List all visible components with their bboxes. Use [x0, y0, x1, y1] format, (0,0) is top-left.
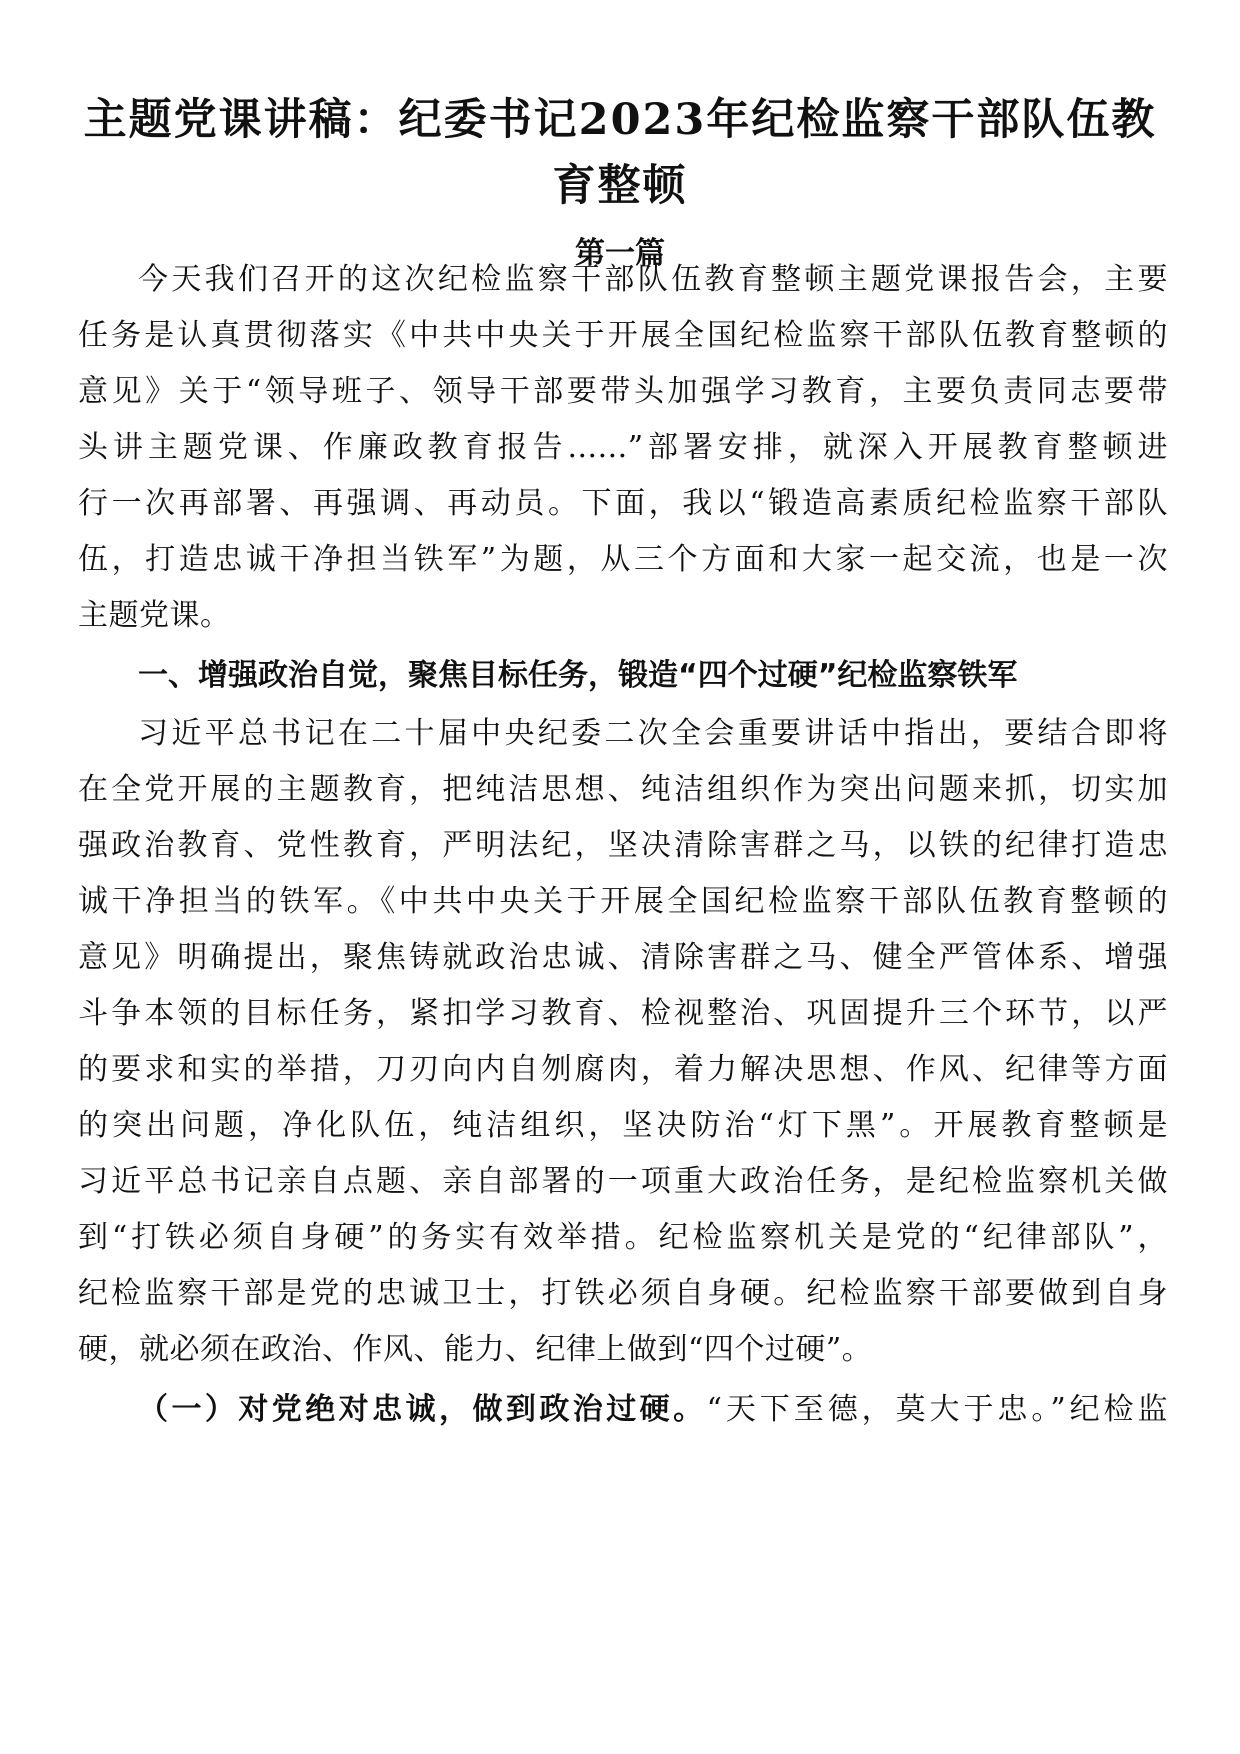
subsection-heading: （一）对党绝对忠诚，做到政治过硬。	[138, 1392, 707, 1427]
document-title-line-2: 育整顿	[552, 161, 688, 211]
paragraph-line: 斗争本领的目标任务，紧扣学习教育、检视整治、巩固提升三个环节，以严	[78, 996, 1168, 1031]
paragraph-line: 硬，就必须在政治、作风、能力、纪律上做到“四个过硬”。	[78, 1332, 873, 1367]
paragraph-line: 意见》关于“领导班子、领导干部要带头加强学习教育，主要负责同志要带	[78, 374, 1168, 409]
paragraph-line: 头讲主题党课、作廉政教育报告......”部署安排，就深入开展教育整顿进	[78, 430, 1168, 465]
paragraph-line: 纪检监察干部是党的忠诚卫士，打铁必须自身硬。纪检监察干部要做到自身	[78, 1276, 1168, 1311]
paragraph-line: 主题党课。	[78, 598, 231, 633]
subsection-line	[138, 1390, 1168, 1430]
paragraph-line: 的要求和实的举措，刀刃向内自刎腐肉，着力解决思想、作风、纪律等方面	[78, 1052, 1168, 1087]
paragraph-line: 习近平总书记在二十届中央纪委二次全会重要讲话中指出，要结合即将	[138, 716, 1168, 751]
paragraph-line: 在全党开展的主题教育，把纯洁思想、纯洁组织作为突出问题来抓，切实加	[78, 772, 1168, 807]
paragraph-line: 习近平总书记亲自点题、亲自部署的一项重大政治任务，是纪检监察机关做	[78, 1164, 1168, 1199]
document-title-line-1: 主题党课讲稿：纪委书记2023年纪检监察干部队伍教	[83, 95, 1157, 145]
subsection-text: “天下至德，莫大于忠。”纪检监	[706, 1392, 1168, 1427]
paragraph-line: 强政治教育、党性教育，严明法纪，坚决清除害群之马，以铁的纪律打造忠	[78, 828, 1168, 863]
paragraph-line: 的突出问题，净化队伍，纯洁组织，坚决防治“灯下黑”。开展教育整顿是	[78, 1108, 1168, 1143]
paragraph-line: 任务是认真贯彻落实《中共中央关于开展全国纪检监察干部队伍教育整顿的	[78, 318, 1168, 353]
section-subtitle: 第一篇	[575, 236, 665, 271]
paragraph-line: 意见》明确提出，聚焦铸就政治忠诚、清除害群之马、健全严管体系、增强	[78, 940, 1168, 975]
section-heading-1: 一、增强政治自觉，聚焦目标任务，锻造“四个过硬”纪检监察铁军	[138, 658, 1018, 693]
paragraph-line: 伍，打造忠诚干净担当铁军”为题，从三个方面和大家一起交流，也是一次	[78, 542, 1168, 577]
paragraph-line: 今天我们召开的这次纪检监察干部队伍教育整顿主题党课报告会，主要	[138, 262, 1168, 297]
paragraph-line: 诚干净担当的铁军。《中共中央关于开展全国纪检监察干部队伍教育整顿的	[78, 884, 1168, 919]
paragraph-line: 到“打铁必须自身硬”的务实有效举措。纪检监察机关是党的“纪律部队”，	[78, 1220, 1168, 1255]
paragraph-line: 行一次再部署、再强调、再动员。下面，我以“锻造高素质纪检监察干部队	[78, 486, 1168, 521]
